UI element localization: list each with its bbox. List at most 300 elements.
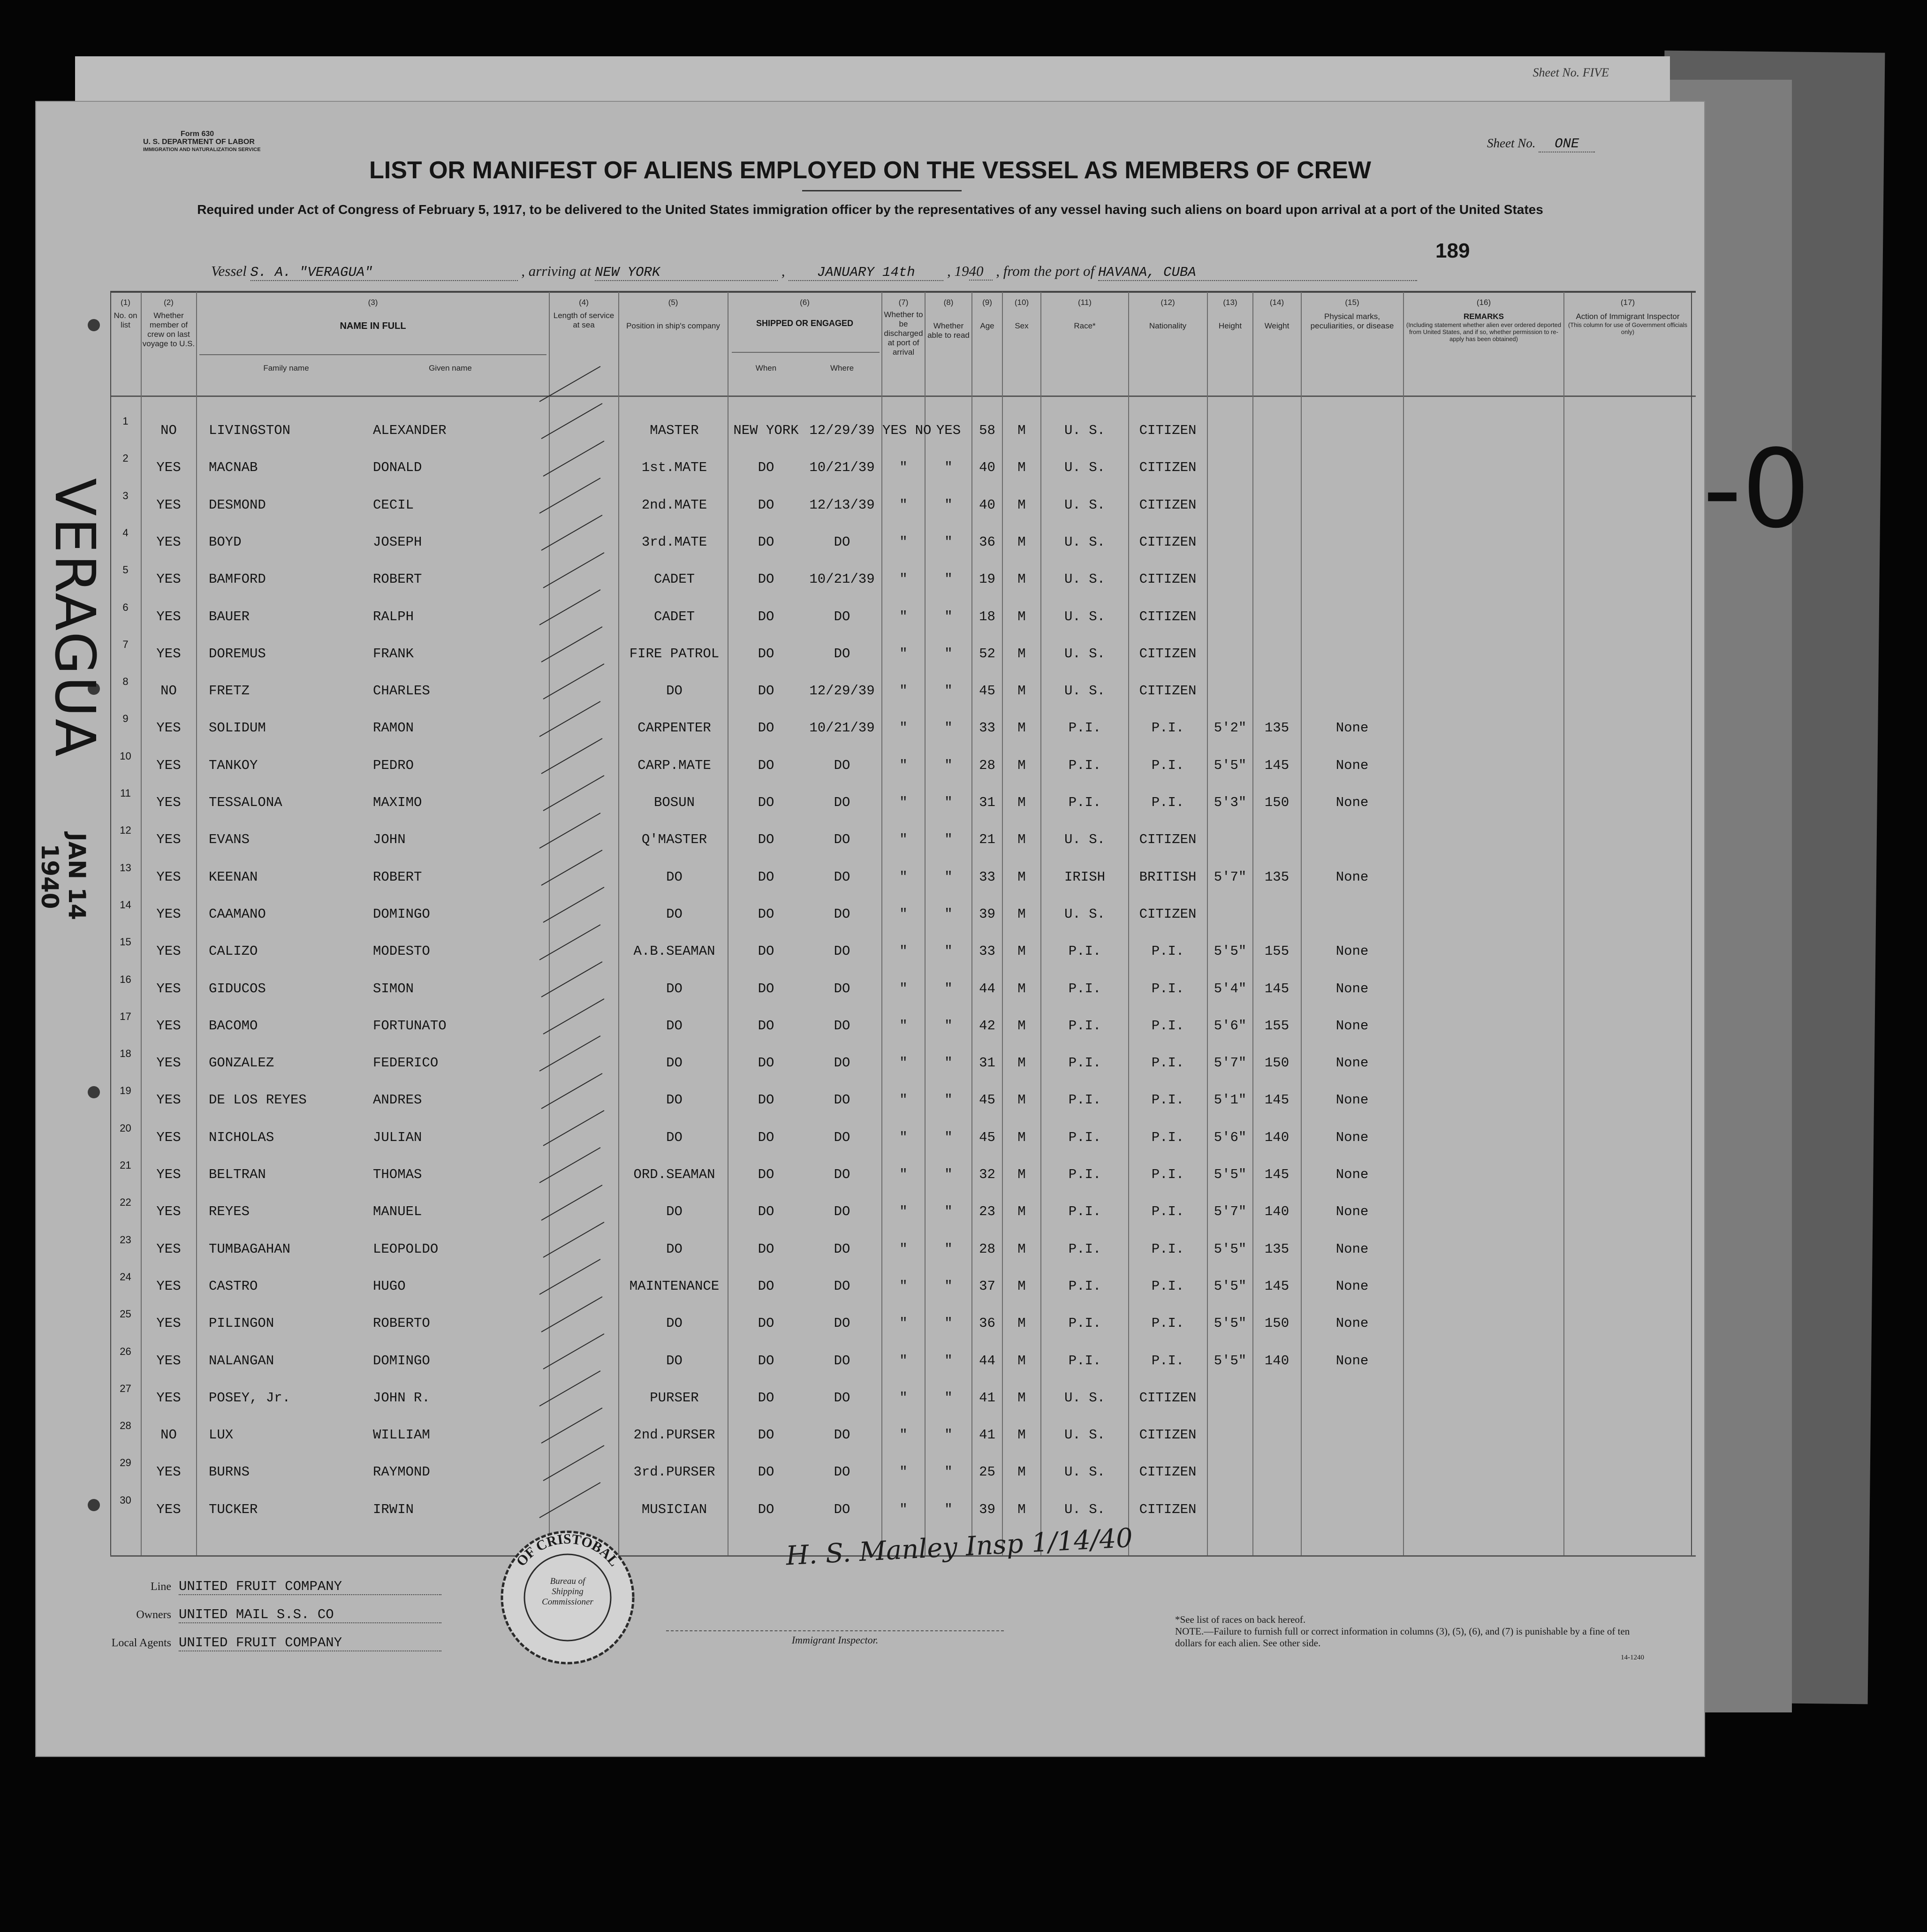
cell-given: JULIAN <box>373 1129 422 1145</box>
cell-position: DO <box>666 1055 683 1071</box>
cell-age: 52 <box>979 646 995 662</box>
cell-family: TANKOY <box>209 757 258 773</box>
crew-row <box>35 1194 1705 1231</box>
cell-prev: YES <box>156 981 181 996</box>
cell-age: 33 <box>979 869 995 885</box>
cell-sex: M <box>1017 1278 1026 1294</box>
crew-row <box>35 412 1705 449</box>
arrival-year: 40 <box>969 263 993 281</box>
cell-disch: " <box>899 1316 908 1331</box>
cell-family: BOYD <box>209 534 242 550</box>
cell-no: 4 <box>122 526 129 539</box>
crew-row <box>35 1231 1705 1268</box>
cell-position: DO <box>666 1204 683 1220</box>
cell-given: HUGO <box>373 1278 406 1294</box>
margin-stamp-date: JAN 14 1940 <box>36 832 91 920</box>
cell-prev: YES <box>156 1241 181 1257</box>
cell-prev: YES <box>156 571 181 587</box>
cell-prev: YES <box>156 832 181 848</box>
cell-marks: None <box>1335 1167 1369 1182</box>
cell-prev: YES <box>156 1464 181 1480</box>
col-10-header: (10) Sex <box>1014 298 1029 330</box>
cell-race: P.I. <box>1068 795 1101 810</box>
cell-race: U. S. <box>1064 609 1105 624</box>
cell-age: 18 <box>979 609 995 624</box>
cell-where: DO <box>834 1018 850 1034</box>
cell-when: DO <box>758 1316 774 1331</box>
cell-prev: YES <box>156 609 181 624</box>
header-bottom-rule <box>110 396 1696 397</box>
col-14-header: (14) Weight <box>1264 298 1290 330</box>
cell-read: " <box>944 1390 953 1406</box>
cell-given: JOHN <box>373 832 406 848</box>
cell-given: PEDRO <box>373 757 414 773</box>
cell-height: 5'4" <box>1214 981 1247 996</box>
cell-read: " <box>944 1241 953 1257</box>
cell-read: " <box>944 1464 953 1480</box>
cell-weight: 155 <box>1264 943 1290 959</box>
cell-race: U. S. <box>1064 1427 1105 1443</box>
cell-sex: M <box>1017 1501 1026 1517</box>
cell-age: 28 <box>979 757 995 773</box>
crew-row <box>35 933 1705 970</box>
cell-given: FRANK <box>373 646 414 662</box>
cell-prev: YES <box>156 497 181 513</box>
cell-nationality: P.I. <box>1151 1204 1184 1220</box>
cell-disch: " <box>899 981 908 996</box>
cell-height: 5'5" <box>1214 1278 1247 1294</box>
cell-no: 30 <box>120 1494 131 1506</box>
cell-race: P.I. <box>1068 757 1101 773</box>
cell-prev: YES <box>156 1092 181 1108</box>
cell-marks: None <box>1335 1241 1369 1257</box>
cell-family: FRETZ <box>209 683 250 699</box>
cell-family: POSEY, Jr. <box>209 1390 291 1406</box>
col-7-header: (7) Whether to be discharged at port of arrival <box>884 298 923 357</box>
cell-position: FIRE PATROL <box>629 646 720 662</box>
cell-given: JOHN R. <box>373 1390 430 1406</box>
cell-marks: None <box>1335 869 1369 885</box>
cell-sex: M <box>1017 1353 1026 1369</box>
cell-no: 12 <box>120 824 131 837</box>
svg-text:OF CRISTOBAL: OF CRISTOBAL <box>513 1531 622 1569</box>
cell-weight: 145 <box>1264 1167 1290 1182</box>
cell-given: THOMAS <box>373 1167 422 1182</box>
cell-height: 5'7" <box>1214 869 1247 885</box>
cell-disch: " <box>899 1129 908 1145</box>
cell-race: U. S. <box>1064 534 1105 550</box>
col-15-header: (15) Physical marks, peculiarities, or disease <box>1310 298 1394 330</box>
cell-nationality: CITIZEN <box>1139 571 1197 587</box>
cell-where: DO <box>834 869 850 885</box>
cell-no: 7 <box>122 638 129 650</box>
cell-where: DO <box>834 906 850 922</box>
crew-row <box>35 1491 1705 1529</box>
cell-height: 5'5" <box>1214 1167 1247 1182</box>
cell-given: SIMON <box>373 981 414 996</box>
cell-no: 17 <box>120 1010 131 1022</box>
owners-field: Owners UNITED MAIL S.S. CO <box>124 1607 441 1623</box>
cell-height: 5'5" <box>1214 1241 1247 1257</box>
cell-family: BURNS <box>209 1464 250 1480</box>
col-6-header: (6) SHIPPED OR ENGAGED <box>756 298 854 328</box>
cell-race: U. S. <box>1064 571 1105 587</box>
cell-read: YES <box>936 423 961 438</box>
cell-position: ORD.SEAMAN <box>633 1167 715 1182</box>
cell-age: 41 <box>979 1390 995 1406</box>
cell-where: DO <box>834 1278 850 1294</box>
cell-prev: YES <box>156 795 181 810</box>
cell-given: MANUEL <box>373 1204 422 1220</box>
cell-disch: " <box>899 832 908 848</box>
cell-sex: M <box>1017 981 1026 996</box>
cell-given: DONALD <box>373 460 422 476</box>
crew-row <box>35 636 1705 673</box>
cell-weight: 140 <box>1264 1204 1290 1220</box>
cell-nationality: CITIZEN <box>1139 1390 1197 1406</box>
cell-position: MUSICIAN <box>641 1501 707 1517</box>
agents-value: UNITED FRUIT COMPANY <box>179 1635 441 1651</box>
cell-height: 5'6" <box>1214 1129 1247 1145</box>
crew-row <box>35 1380 1705 1417</box>
cell-where: DO <box>834 943 850 959</box>
cell-disch: " <box>899 906 908 922</box>
cell-prev: YES <box>156 1316 181 1331</box>
cell-height: 5'2" <box>1214 720 1247 736</box>
cell-when: DO <box>758 1018 774 1034</box>
manifest-page <box>35 101 1705 1757</box>
year-prefix: , 19 <box>947 263 969 279</box>
cell-age: 25 <box>979 1464 995 1480</box>
cell-family: TESSALONA <box>209 795 282 810</box>
cell-read: " <box>944 497 953 513</box>
cell-when: DO <box>758 1204 774 1220</box>
cell-when: DO <box>758 646 774 662</box>
cell-prev: YES <box>156 1204 181 1220</box>
cell-when: DO <box>758 1129 774 1145</box>
cell-family: NALANGAN <box>209 1353 274 1369</box>
cell-sex: M <box>1017 832 1026 848</box>
cell-when: DO <box>758 460 774 476</box>
inspector-signature: H. S. Manley Insp 1/14/40 <box>785 1522 1134 1572</box>
cell-weight: 150 <box>1264 795 1290 810</box>
cell-sex: M <box>1017 757 1026 773</box>
cell-where: DO <box>834 1316 850 1331</box>
binder-hole <box>88 319 100 331</box>
cell-disch: " <box>899 646 908 662</box>
cell-where: DO <box>834 1129 850 1145</box>
cell-where: DO <box>834 1167 850 1182</box>
cell-age: 28 <box>979 1241 995 1257</box>
cell-prev: YES <box>156 1278 181 1294</box>
cell-given: FEDERICO <box>373 1055 439 1071</box>
cell-sex: M <box>1017 497 1026 513</box>
cell-age: 31 <box>979 795 995 810</box>
cell-race: U. S. <box>1064 460 1105 476</box>
cell-age: 31 <box>979 1055 995 1071</box>
cell-where: DO <box>834 1427 850 1443</box>
cell-family: DESMOND <box>209 497 266 513</box>
cell-nationality: CITIZEN <box>1139 906 1197 922</box>
cell-given: RAMON <box>373 720 414 736</box>
cell-no: 24 <box>120 1270 131 1283</box>
cell-family: DE LOS REYES <box>209 1092 307 1108</box>
cell-read: " <box>944 1278 953 1294</box>
cell-prev: NO <box>160 423 177 438</box>
shipped-subrule <box>732 352 880 353</box>
cell-age: 39 <box>979 906 995 922</box>
cell-disch: " <box>899 534 908 550</box>
cell-read: " <box>944 720 953 736</box>
cell-no: 18 <box>120 1048 131 1060</box>
cell-nationality: P.I. <box>1151 1278 1184 1294</box>
cell-marks: None <box>1335 1055 1369 1071</box>
cell-when: DO <box>758 683 774 699</box>
cell-no: 22 <box>120 1196 131 1209</box>
form-code: 14-1240 <box>1621 1654 1644 1661</box>
cell-position: DO <box>666 1018 683 1034</box>
cell-prev: YES <box>156 1390 181 1406</box>
footer-notes <box>1175 1614 1644 1649</box>
cell-read: " <box>944 757 953 773</box>
cell-marks: None <box>1335 1018 1369 1034</box>
cell-sex: M <box>1017 1204 1026 1220</box>
cell-when: DO <box>758 906 774 922</box>
cell-when: DO <box>758 497 774 513</box>
cell-family: GIDUCOS <box>209 981 266 996</box>
cell-race: P.I. <box>1068 1316 1101 1331</box>
cell-prev: YES <box>156 869 181 885</box>
vessel-name: S. A. "VERAGUA" <box>250 265 518 281</box>
cell-sex: M <box>1017 795 1026 810</box>
cell-disch: " <box>899 609 908 624</box>
cell-position: DO <box>666 869 683 885</box>
cell-where: 10/21/39 <box>809 571 875 587</box>
cell-when: DO <box>758 757 774 773</box>
crew-row <box>35 896 1705 933</box>
cell-disch: YES NO <box>882 423 932 438</box>
cell-weight: 145 <box>1264 757 1290 773</box>
cell-prev: YES <box>156 534 181 550</box>
cell-sex: M <box>1017 906 1026 922</box>
owners-value: UNITED MAIL S.S. CO <box>179 1607 441 1623</box>
col-16-header: (16) REMARKS (Including statement whether alien ever ordered deported from United States, and if so, whether permission to re-apply has been obtained) <box>1406 298 1562 342</box>
cell-sex: M <box>1017 423 1026 438</box>
cell-position: CADET <box>653 571 695 587</box>
cell-marks: None <box>1335 795 1369 810</box>
crew-row <box>35 449 1705 487</box>
arrival-port: NEW YORK <box>595 265 778 281</box>
cell-family: DOREMUS <box>209 646 266 662</box>
cell-age: 45 <box>979 683 995 699</box>
cell-family: EVANS <box>209 832 250 848</box>
cell-position: 2nd.MATE <box>641 497 707 513</box>
cell-family: REYES <box>209 1204 250 1220</box>
signature-line <box>666 1630 1004 1631</box>
cell-sex: M <box>1017 1241 1026 1257</box>
cell-disch: " <box>899 1241 908 1257</box>
crew-row <box>35 1045 1705 1082</box>
cell-race: U. S. <box>1064 1501 1105 1517</box>
cell-prev: NO <box>160 1427 177 1443</box>
cell-given: CHARLES <box>373 683 430 699</box>
cell-family: BAMFORD <box>209 571 266 587</box>
cell-no: 8 <box>122 676 129 688</box>
cell-read: " <box>944 906 953 922</box>
cell-position: DO <box>666 1092 683 1108</box>
cell-marks: None <box>1335 1092 1369 1108</box>
cell-given: MAXIMO <box>373 795 422 810</box>
cell-no: 16 <box>120 973 131 985</box>
cell-when: NEW YORK <box>733 423 799 438</box>
cell-family: TUMBAGAHAN <box>209 1241 291 1257</box>
cell-race: P.I. <box>1068 1241 1101 1257</box>
cell-weight: 140 <box>1264 1129 1290 1145</box>
cell-nationality: P.I. <box>1151 1129 1184 1145</box>
cell-marks: None <box>1335 981 1369 996</box>
cell-nationality: CITIZEN <box>1139 534 1197 550</box>
cell-given: ROBERT <box>373 869 422 885</box>
cell-where: DO <box>834 1464 850 1480</box>
cell-prev: NO <box>160 683 177 699</box>
cell-where: 12/13/39 <box>809 497 875 513</box>
cell-read: " <box>944 460 953 476</box>
cell-race: IRISH <box>1064 869 1105 885</box>
cell-no: 3 <box>122 489 129 502</box>
cell-weight: 155 <box>1264 1018 1290 1034</box>
cell-disch: " <box>899 720 908 736</box>
cell-prev: YES <box>156 757 181 773</box>
cell-where: 12/29/39 <box>809 423 875 438</box>
cell-marks: None <box>1335 720 1369 736</box>
cell-family: CASTRO <box>209 1278 258 1294</box>
cell-race: U. S. <box>1064 497 1105 513</box>
cell-family: TUCKER <box>209 1501 258 1517</box>
when-header: When <box>755 364 777 373</box>
cell-where: DO <box>834 534 850 550</box>
cell-given: ANDRES <box>373 1092 422 1108</box>
cell-sex: M <box>1017 1167 1026 1182</box>
cell-position: DO <box>666 1353 683 1369</box>
col-9-header: (9) Age <box>980 298 994 330</box>
cell-sex: M <box>1017 720 1026 736</box>
cell-race: U. S. <box>1064 1464 1105 1480</box>
cell-read: " <box>944 1427 953 1443</box>
cell-where: DO <box>834 1055 850 1071</box>
cell-where: DO <box>834 832 850 848</box>
cell-no: 14 <box>120 898 131 911</box>
crew-row <box>35 747 1705 784</box>
cell-position: DO <box>666 906 683 922</box>
crew-row <box>35 784 1705 821</box>
cell-nationality: BRITISH <box>1139 869 1197 885</box>
cell-marks: None <box>1335 1353 1369 1369</box>
cell-age: 42 <box>979 1018 995 1034</box>
cell-position: DO <box>666 1129 683 1145</box>
cell-disch: " <box>899 1353 908 1369</box>
binder-hole <box>88 1086 100 1098</box>
cell-where: DO <box>834 1241 850 1257</box>
cell-sex: M <box>1017 1316 1026 1331</box>
cell-age: 45 <box>979 1129 995 1145</box>
cell-given: CECIL <box>373 497 414 513</box>
cell-no: 25 <box>120 1308 131 1320</box>
cell-disch: " <box>899 1055 908 1071</box>
cell-read: " <box>944 1167 953 1182</box>
cell-nationality: CITIZEN <box>1139 460 1197 476</box>
cell-disch: " <box>899 571 908 587</box>
cell-weight: 145 <box>1264 1092 1290 1108</box>
cell-disch: " <box>899 1204 908 1220</box>
crew-row <box>35 1417 1705 1454</box>
cell-disch: " <box>899 1278 908 1294</box>
crew-row <box>35 487 1705 524</box>
cell-position: MAINTENANCE <box>629 1278 720 1294</box>
cell-marks: None <box>1335 757 1369 773</box>
cell-no: 29 <box>120 1457 131 1469</box>
cell-age: 37 <box>979 1278 995 1294</box>
cell-race: U. S. <box>1064 906 1105 922</box>
crew-row <box>35 859 1705 896</box>
cell-disch: " <box>899 869 908 885</box>
cell-age: 32 <box>979 1167 995 1182</box>
cell-weight: 140 <box>1264 1353 1290 1369</box>
cell-position: CARPENTER <box>637 720 711 736</box>
crew-row <box>35 1268 1705 1305</box>
sheet-number: ONE <box>1539 136 1595 152</box>
cell-height: 5'7" <box>1214 1055 1247 1071</box>
form-id-block <box>143 130 284 154</box>
cell-family: BELTRAN <box>209 1167 266 1182</box>
cell-height: 5'5" <box>1214 1353 1247 1369</box>
col-12-header: (12) Nationality <box>1149 298 1187 330</box>
cell-read: " <box>944 1316 953 1331</box>
cell-where: 10/21/39 <box>809 460 875 476</box>
binder-hole <box>88 1499 100 1511</box>
cell-given: ROBERTO <box>373 1316 430 1331</box>
cell-sex: M <box>1017 571 1026 587</box>
cell-no: 26 <box>120 1345 131 1357</box>
cell-no: 19 <box>120 1085 131 1097</box>
cell-disch: " <box>899 1092 908 1108</box>
seal-inner-text: Bureau of Shipping Commissioner <box>542 1576 593 1607</box>
crew-row <box>35 1119 1705 1156</box>
cell-prev: YES <box>156 1018 181 1034</box>
cell-prev: YES <box>156 460 181 476</box>
cell-no: 9 <box>122 713 129 725</box>
cell-read: " <box>944 1018 953 1034</box>
cell-family: KEENAN <box>209 869 258 885</box>
cell-given: ALEXANDER <box>373 423 447 438</box>
col-8-header: (8) Whether able to read <box>927 298 970 340</box>
cell-read: " <box>944 1092 953 1108</box>
cell-given: MODESTO <box>373 943 430 959</box>
cell-age: 40 <box>979 497 995 513</box>
line-value: UNITED FRUIT COMPANY <box>179 1579 441 1595</box>
cell-disch: " <box>899 1167 908 1182</box>
cell-nationality: P.I. <box>1151 1018 1184 1034</box>
cell-marks: None <box>1335 1204 1369 1220</box>
cell-nationality: P.I. <box>1151 1316 1184 1331</box>
cell-height: 5'1" <box>1214 1092 1247 1108</box>
cell-given: LEOPOLDO <box>373 1241 439 1257</box>
crew-row <box>35 1454 1705 1491</box>
cell-race: P.I. <box>1068 1167 1101 1182</box>
cell-weight: 150 <box>1264 1055 1290 1071</box>
cell-height: 5'5" <box>1214 943 1247 959</box>
cell-position: 2nd.PURSER <box>633 1427 715 1443</box>
penalty-note: NOTE.—Failure to furnish full or correct information in columns (3), (5), (6), and (7) is punishable by a fine of ten dollars for each alien. See other side. <box>1175 1626 1630 1649</box>
